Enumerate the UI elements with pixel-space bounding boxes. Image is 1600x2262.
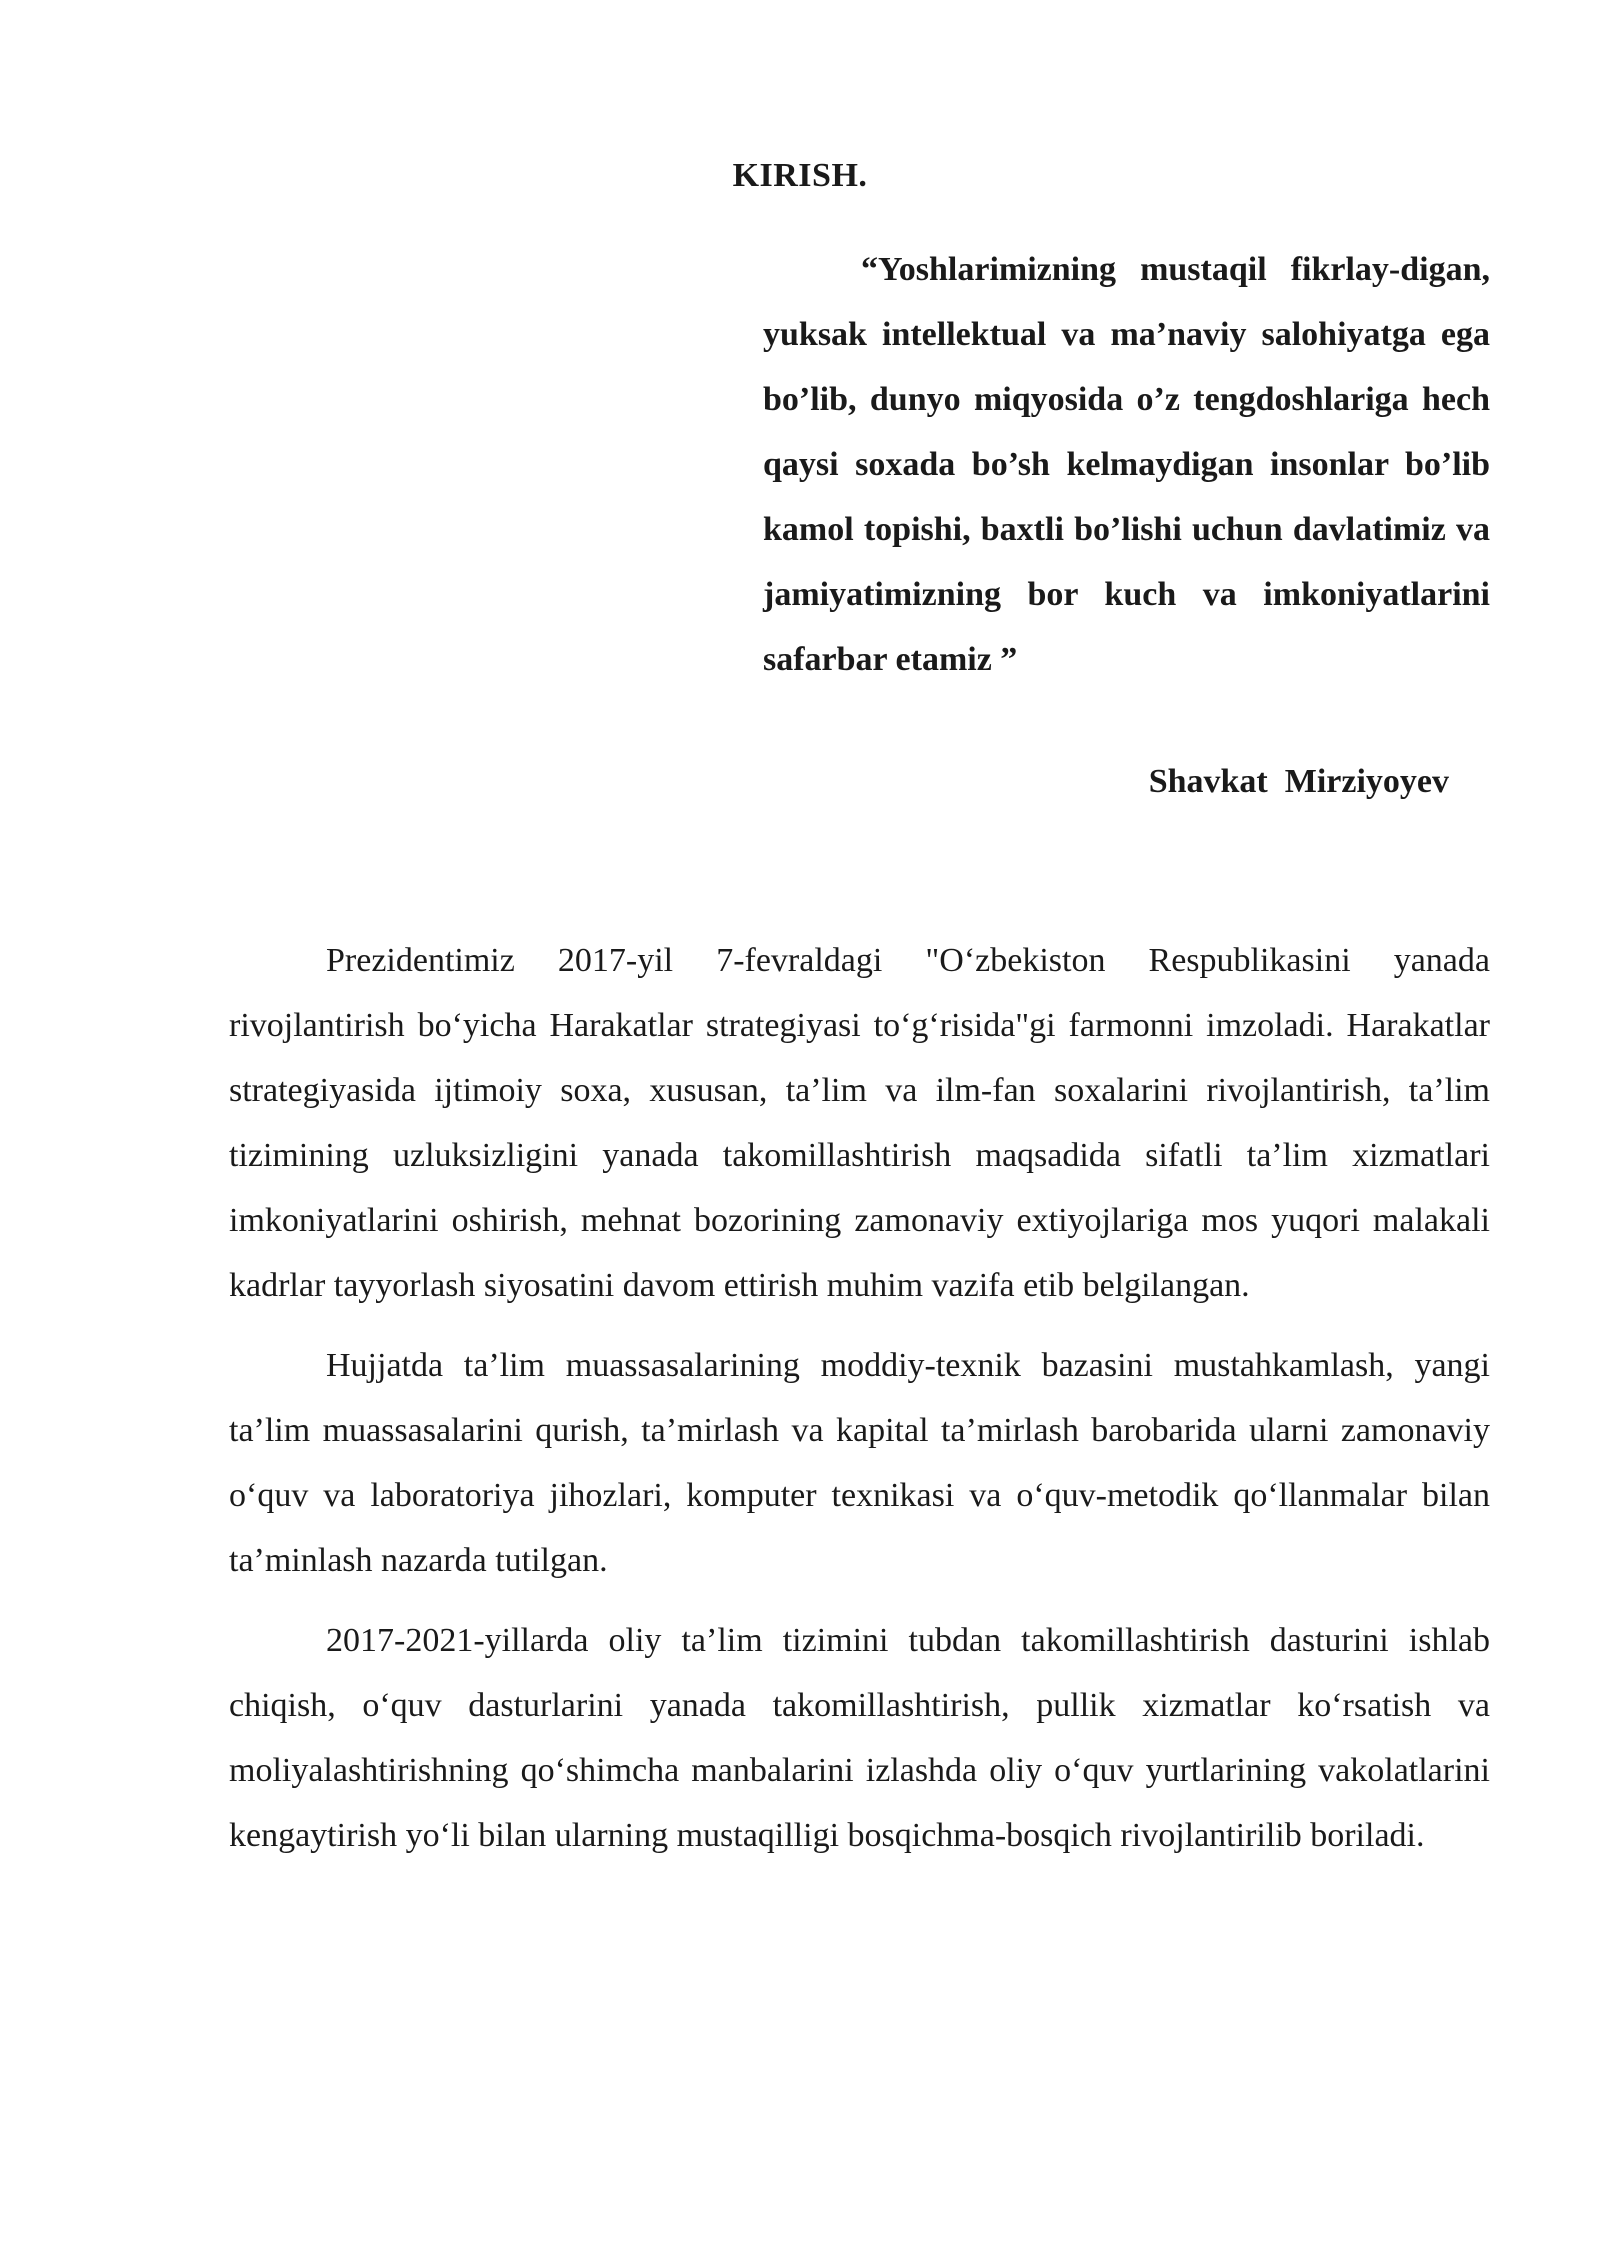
paragraph-2: Hujjatda ta’lim muassasalarining moddiy-texnik bazasini mustahkamlash, yangi ta’lim muassasalarini qurish, ta’mirlash va kapital ta’mirlash barobarida ularni zamonaviy o‘quv va laboratoriya jihozlari, komputer texnikasi va o‘quv-metodik qo‘llanmalar bilan ta’minlash nazarda tutilgan. xyxy=(229,1347,1490,1579)
paragraph-3: 2017-2021-yillarda oliy ta’lim tizimini tubdan takomillashtirish dasturini ishlab chiqish, o‘quv dasturlarini yanada takomillashtirish, pullik xizmatlar ko‘rsatish va moliyalashtirishning qo‘shimcha manbalarini izlashda oliy o‘quv yurtlarining vakolatlarini kengaytirish yo‘li bilan ularning mustaqilligi bosqichma-bosqich rivojlantirilib boriladi. xyxy=(229,1622,1490,1854)
body-text xyxy=(229,928,1490,1883)
page-heading: KIRISH. xyxy=(732,157,868,194)
epigraph-author: Shavkat Mirziyoyev xyxy=(1148,763,1449,800)
epigraph-quote: “Yoshlarimizning mustaqil fikrlay-digan, yuksak intellektual va ma’naviy salohiyatga ega bo’lib, dunyo miqyosida o’z tengdoshlariga hech qaysi soxada bo’sh kelmaydigan insonlar bo’lib kamol topishi, baxtli bo’lishi uchun davlatimiz va jamiyatimizning bor kuch va imkoniyatlarini safarbar etamiz ” xyxy=(763,251,1490,678)
paragraph-1: Prezidentimiz 2017-yil 7-fevraldagi "O‘zbekiston Respublikasini yanada rivojlantirish bo‘yicha Harakatlar strategiyasi to‘g‘risida"gi farmonni imzoladi. Harakatlar strategiyasida ijtimoiy soxa, xususan, ta’lim va ilm-fan soxalarini rivojlantirish, ta’lim tizimining uzluksizligini yanada takomillashtirish maqsadida sifatli ta’lim xizmatlari imkoniyatlarini oshirish, mehnat bozorining zamonaviy extiyojlariga mos yuqori malakali kadrlar tayyorlash siyosatini davom ettirish muhim vazifa etib belgilangan. xyxy=(229,942,1490,1304)
